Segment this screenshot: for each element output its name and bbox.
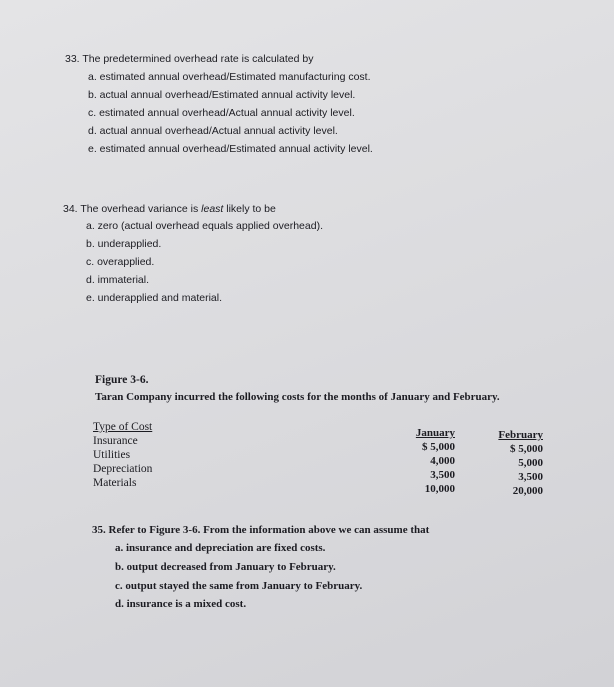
february-depreciation: 3,500: [518, 471, 543, 483]
row-label-utilities: Utilities: [93, 449, 131, 461]
february-column: [483, 428, 543, 498]
q33-option-c: c. estimated annual overhead/Actual annual activity level.: [88, 107, 355, 119]
row-label-materials: Materials: [93, 477, 137, 489]
january-utilities: 4,000: [430, 455, 455, 467]
row-label-depreciation: Depreciation: [93, 463, 153, 475]
q34-stem: [63, 203, 276, 215]
q35-option-c: c. output stayed the same from January to February.: [115, 580, 363, 592]
q34-option-a: a. zero (actual overhead equals applied overhead).: [86, 220, 323, 232]
cost-type-column: [93, 420, 152, 490]
q34-option-b: b. underapplied.: [86, 238, 162, 250]
january-materials: 10,000: [424, 483, 455, 495]
figure-title: Figure 3-6.: [95, 374, 149, 386]
february-utilities: 5,000: [518, 457, 543, 469]
q34-stem-prefix: 34. The overhead variance is: [63, 203, 202, 215]
january-insurance: $ 5,000: [422, 441, 455, 453]
q35-option-b: b. output decreased from January to February.: [115, 561, 336, 573]
q33-option-a: a. estimated annual overhead/Estimated manufacturing cost.: [88, 71, 371, 83]
q33-option-e: e. estimated annual overhead/Estimated annual activity level.: [88, 143, 373, 155]
q34-option-e: e. underapplied and material.: [86, 292, 223, 304]
header-january: January: [415, 427, 455, 439]
q33-option-d: d. actual annual overhead/Actual annual activity level.: [88, 125, 338, 137]
q34-option-d: d. immaterial.: [86, 274, 150, 286]
header-february: February: [498, 429, 543, 441]
row-label-insurance: Insurance: [93, 435, 138, 447]
q35-option-d: d. insurance is a mixed cost.: [115, 598, 247, 610]
q33-stem: 33. The predetermined overhead rate is calculated by: [65, 53, 314, 65]
january-column: [395, 426, 455, 496]
february-materials: 20,000: [512, 485, 543, 497]
q35-option-a: a. insurance and depreciation are fixed costs.: [115, 542, 326, 554]
january-depreciation: 3,500: [430, 469, 455, 481]
figure-caption: Taran Company incurred the following costs for the months of January and February.: [95, 391, 500, 403]
header-type-of-cost: Type of Cost: [93, 421, 153, 433]
february-insurance: $ 5,000: [510, 443, 543, 455]
q33-option-b: b. actual annual overhead/Estimated annual activity level.: [88, 89, 356, 101]
q34-stem-emphasis: least: [201, 203, 224, 215]
q34-option-c: c. overapplied.: [86, 256, 155, 268]
q35-stem: 35. Refer to Figure 3-6. From the information above we can assume that: [92, 524, 430, 536]
q34-stem-suffix: likely to be: [223, 203, 276, 215]
